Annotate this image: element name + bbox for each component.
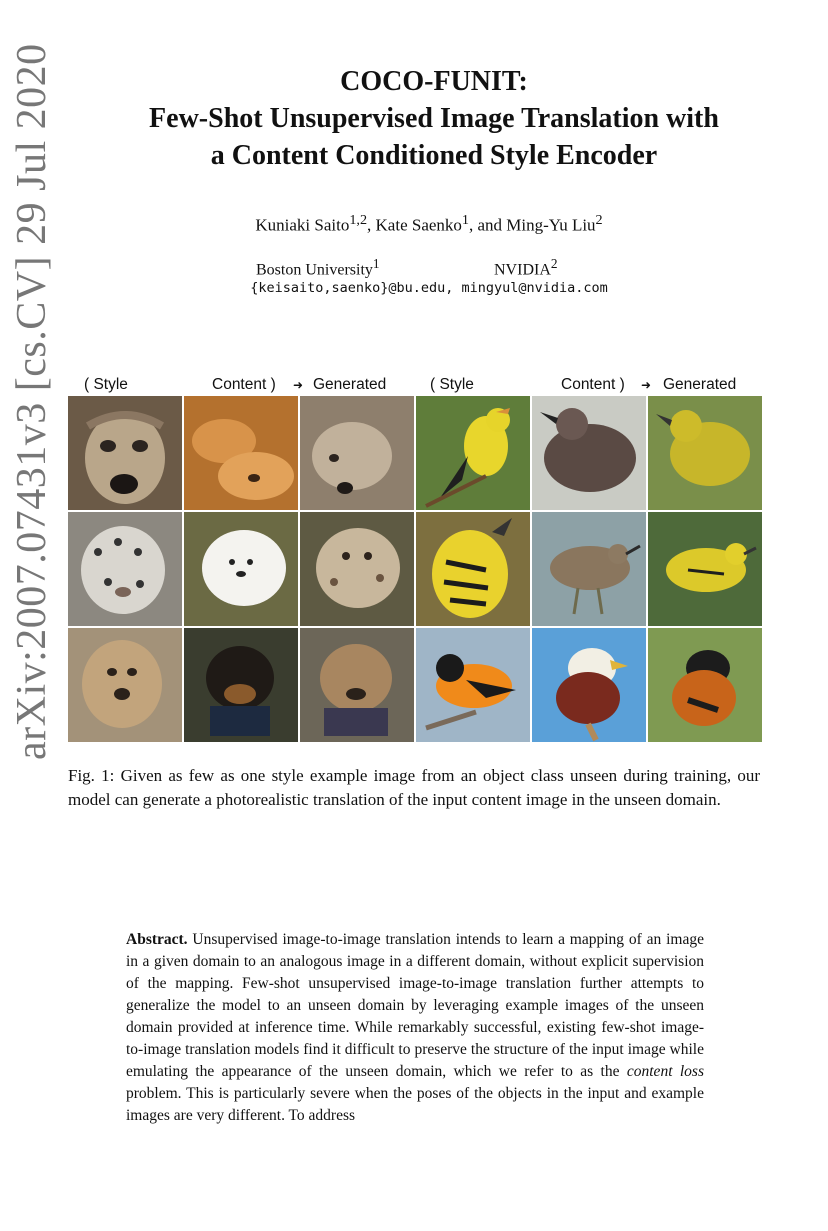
caption-text: Given as few as one style example image from an object class unseen during training, our model can generate a photorealistic translation of the input content image in the unseen domain. — [68, 766, 760, 809]
style-image-goldfinch — [416, 396, 530, 510]
abstract-text-2: problem. This is particularly severe when the poses of the objects in the input and example images are very different. To address — [126, 1085, 704, 1124]
generated-image-dog-1 — [300, 396, 414, 510]
affiliation-1-name: Boston University — [256, 261, 373, 279]
label-content-2: Content ) — [561, 376, 625, 393]
affiliation-2 — [494, 256, 558, 279]
generated-image-bird-1 — [648, 396, 762, 510]
abstract-italic: content loss — [626, 1063, 704, 1080]
title-line-3: a Content Conditioned Style Encoder — [210, 140, 658, 171]
figure-column-labels — [68, 374, 760, 396]
content-image-golden-puppies — [184, 396, 298, 510]
content-image-wren — [532, 396, 646, 510]
label-content-1: Content ) — [212, 376, 276, 393]
author-1-sup: 1,2 — [349, 212, 368, 228]
title-line-1: COCO-FUNIT: — [340, 66, 528, 97]
author-1: Kuniaki Saito — [255, 215, 350, 235]
title-line-2: Few-Shot Unsupervised Image Translation with — [149, 103, 719, 134]
content-image-white-puppy — [184, 512, 298, 626]
generated-image-cat-1 — [300, 512, 414, 626]
style-image-prairie-warbler — [416, 512, 530, 626]
figure-1 — [68, 374, 760, 742]
generated-image-dog-2 — [300, 628, 414, 742]
paper-title — [60, 63, 808, 174]
arxiv-identifier: arXiv:2007.07431v3 [cs.CV] 29 Jul 2020 — [9, 43, 55, 760]
abstract — [126, 929, 704, 1127]
affiliation-1-sup: 1 — [372, 256, 380, 271]
content-image-fish-eagle — [532, 628, 646, 742]
generated-image-bird-3 — [648, 628, 762, 742]
abstract-text-1: Unsupervised image-to-image translation intends to learn a mapping of an image in a given domain to an analogous image in a different domain, without explicit supervision of the mapping. Few-shot unsupervised image-to-image translation further attempts to generalize the model to an unseen domain by leveraging example images of the unseen domain provided at inference time. While remarkably successful, existing few-shot image-to-image translation models find it difficult to preserve the structure of the input image while emulating the appearance of the unseen domain, which we refer to as the — [126, 931, 704, 1080]
label-generated-1: Generated — [313, 376, 387, 393]
style-image-oriole — [416, 628, 530, 742]
content-image-sandpiper — [532, 512, 646, 626]
abstract-label: Abstract. — [126, 931, 188, 948]
author-2-sup: 1 — [461, 212, 469, 228]
content-image-rottweiler — [184, 628, 298, 742]
generated-image-bird-2 — [648, 512, 762, 626]
author-2: , Kate Saenko — [367, 215, 462, 235]
image-grid — [68, 396, 760, 742]
label-style-2: ( Style — [430, 376, 474, 393]
style-image-airedale — [68, 628, 182, 742]
author-list — [60, 212, 798, 236]
style-image-snow-leopard — [68, 512, 182, 626]
figure-caption — [68, 764, 760, 812]
arrow-icon: ➜ — [293, 378, 304, 392]
affiliation-1 — [256, 256, 380, 279]
author-3-sup: 2 — [595, 212, 603, 228]
style-image-terrier — [68, 396, 182, 510]
author-emails: {keisaito,saenko}@bu.edu, mingyul@nvidia.com — [250, 280, 608, 296]
affiliation-2-sup: 2 — [550, 256, 558, 271]
affiliation-2-name: NVIDIA — [494, 261, 551, 279]
label-style-1: ( Style — [84, 376, 128, 393]
arrow-icon: ➜ — [641, 378, 652, 392]
author-3: , and Ming-Yu Liu — [469, 215, 596, 235]
caption-prefix: Fig. 1: — [68, 766, 115, 785]
label-generated-2: Generated — [663, 376, 737, 393]
